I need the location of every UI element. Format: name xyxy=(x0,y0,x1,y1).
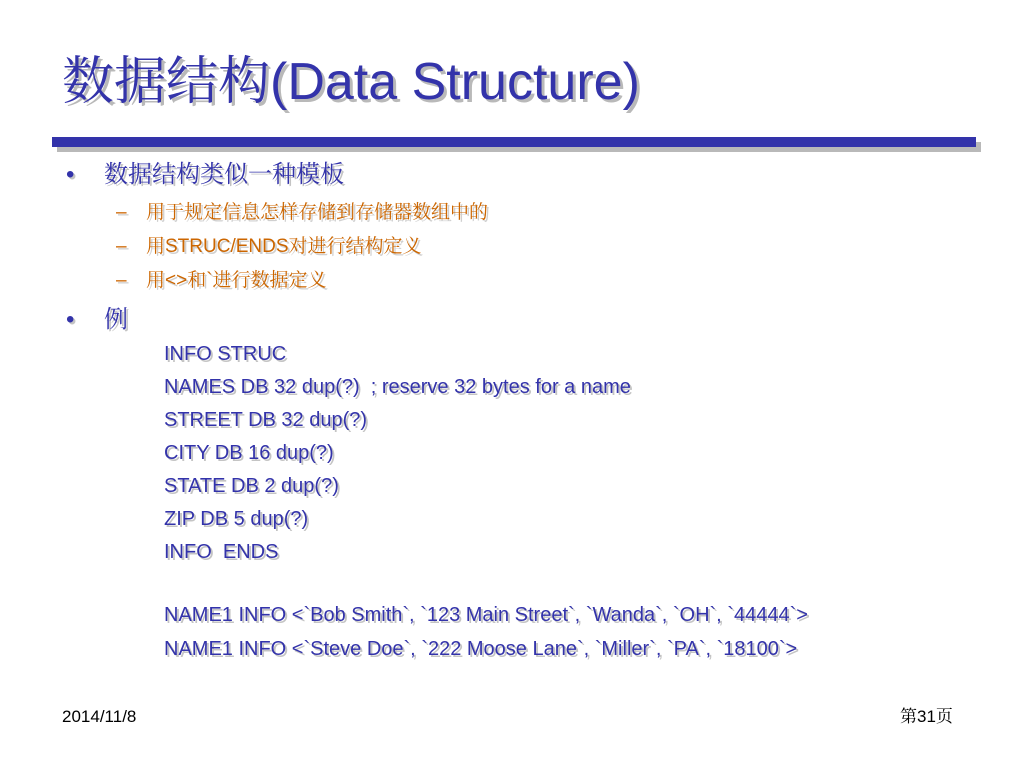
sub-item-text: 用<>和`进行数据定义 xyxy=(146,270,327,291)
sub-item-text: 用于规定信息怎样存储到存储器数组中的 xyxy=(146,202,489,223)
code-line: STATE DB 2 dup(?) xyxy=(164,475,339,497)
code-line: INFO STRUC xyxy=(164,343,287,365)
code-line: ZIP DB 5 dup(?) xyxy=(164,508,309,530)
dash-icon: – xyxy=(116,236,127,257)
footer-page-number: 第31页 xyxy=(900,707,953,726)
bullet-text: 例 xyxy=(104,306,128,333)
footer-date: 2014/11/8 xyxy=(62,707,137,726)
code-line: NAMES DB 32 dup(?) ; reserve 32 bytes for a name xyxy=(164,376,631,398)
code-line: CITY DB 16 dup(?) xyxy=(164,442,334,464)
code-line: NAME1 INFO <`Steve Doe`, `222 Moose Lane`, `Miller`, `PA`, `18100`> xyxy=(164,638,798,660)
bullet-dot-icon: • xyxy=(66,306,75,333)
code-line: STREET DB 32 dup(?) xyxy=(164,409,368,431)
slide-title: 数据结构(Data Structure) xyxy=(62,53,640,111)
code-line: NAME1 INFO <`Bob Smith`, `123 Main Street`, `Wanda`, `OH`, `44444`> xyxy=(164,604,808,626)
dash-icon: – xyxy=(116,202,127,223)
bullet-text: 数据结构类似一种模板 xyxy=(104,161,344,188)
sub-item-text: 用STRUC/ENDS对进行结构定义 xyxy=(146,236,422,257)
bullet-dot-icon: • xyxy=(66,161,75,188)
title-divider-bar xyxy=(52,137,976,147)
code-line: INFO ENDS xyxy=(164,541,279,563)
dash-icon: – xyxy=(116,270,127,291)
